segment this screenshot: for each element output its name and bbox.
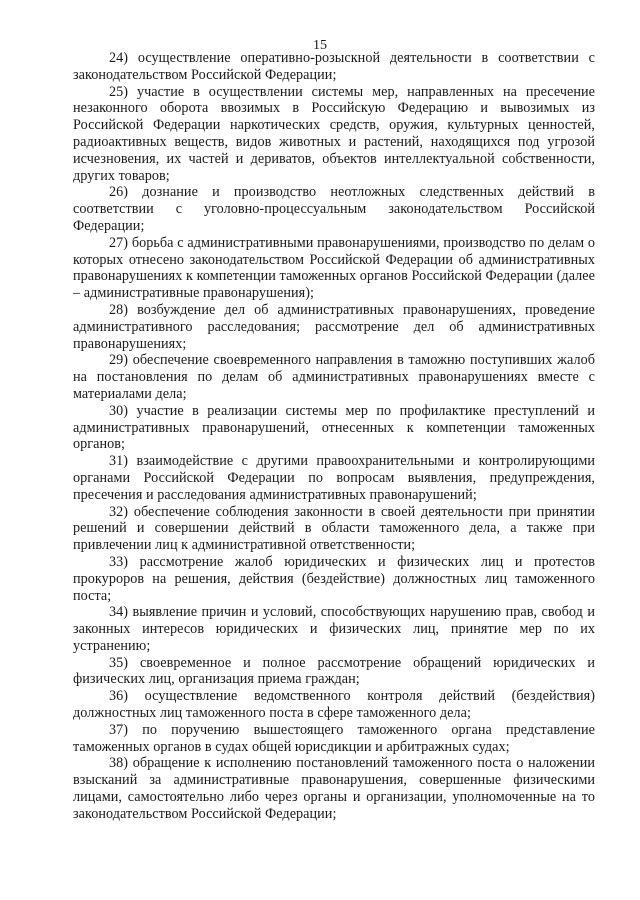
list-item-37: 37) по поручению вышестоящего таможенного органа представление таможенных органов в судах общей юрисдикции и арбитражных судах;	[73, 721, 595, 755]
list-item-32: 32) обеспечение соблюдения законности в своей деятельности при принятии решений и совершении действий в области таможенного дела, а также при привлечении лиц к административной ответственности;	[73, 503, 595, 554]
list-item-38: 38) обращение к исполнению постановлений таможенного поста о наложении взысканий за административные правонарушения, совершенные физическими лицами, самостоятельно либо через органы и организации, уполномоченные на то законодательством Российской Федерации;	[73, 755, 595, 822]
list-item-29: 29) обеспечение своевременного направления в таможню поступивших жалоб на постановления по делам об административных правонарушениях вместе с материалами дела;	[73, 352, 595, 402]
list-item-26: 26) дознание и производство неотложных следственных действий в соответствии с уголовно-процессуальным законодательством Российской Федерации;	[73, 184, 595, 234]
list-item-27: 27) борьба с административными правонарушениями, производство по делам о которых отнесено законодательством Российской Федерации об административных правонарушениях к компетенции таможенных органов Российской Федерации (далее – административные правонарушения);	[73, 234, 595, 302]
list-item-36: 36) осуществление ведомственного контроля действий (бездействия) должностных лиц таможенного поста в сфере таможенного дела;	[73, 688, 595, 722]
list-item-34: 34) выявление причин и условий, способствующих нарушению прав, свобод и законных интересов юридических и физических лиц, принятие мер по их устранению;	[73, 604, 595, 654]
page-number: 15	[313, 38, 327, 53]
list-item-35: 35) своевременное и полное рассмотрение обращений юридических и физических лиц, организация приема граждан;	[73, 654, 595, 688]
list-item-28: 28) возбуждение дел об административных правонарушениях, проведение административного расследования; рассмотрение дел об административных правонарушениях;	[73, 301, 595, 352]
list-item-30: 30) участие в реализации системы мер по профилактике преступлений и административных правонарушений, отнесенных к компетенции таможенных органов;	[73, 402, 595, 453]
list-item-24: 24) осуществление оперативно-розыскной деятельности в соответствии с законодательством Российской Федерации;	[73, 50, 595, 83]
list-item-31: 31) взаимодействие с другими правоохранительными и контролирующими органами Российской Федерации по вопросам выявления, предупреждения, пресечения и расследования административных правонарушений;	[73, 453, 595, 503]
list-item-25: 25) участие в осуществлении системы мер, направленных на пресечение незаконного оборота ввозимых в Российскую Федерацию и вывозимых из Российской Федерации наркотических средств, оружия, культурных ценностей, радиоактивных веществ, видов животных и растений, находящихся под угрозой исчезновения, их частей и дериватов, объектов интеллектуальной собственности, других товаров;	[73, 83, 595, 184]
list-item-33: 33) рассмотрение жалоб юридических и физических лиц и протестов прокуроров на решения, действия (бездействие) должностных лиц таможенного поста;	[73, 553, 595, 604]
document-body	[73, 50, 595, 823]
